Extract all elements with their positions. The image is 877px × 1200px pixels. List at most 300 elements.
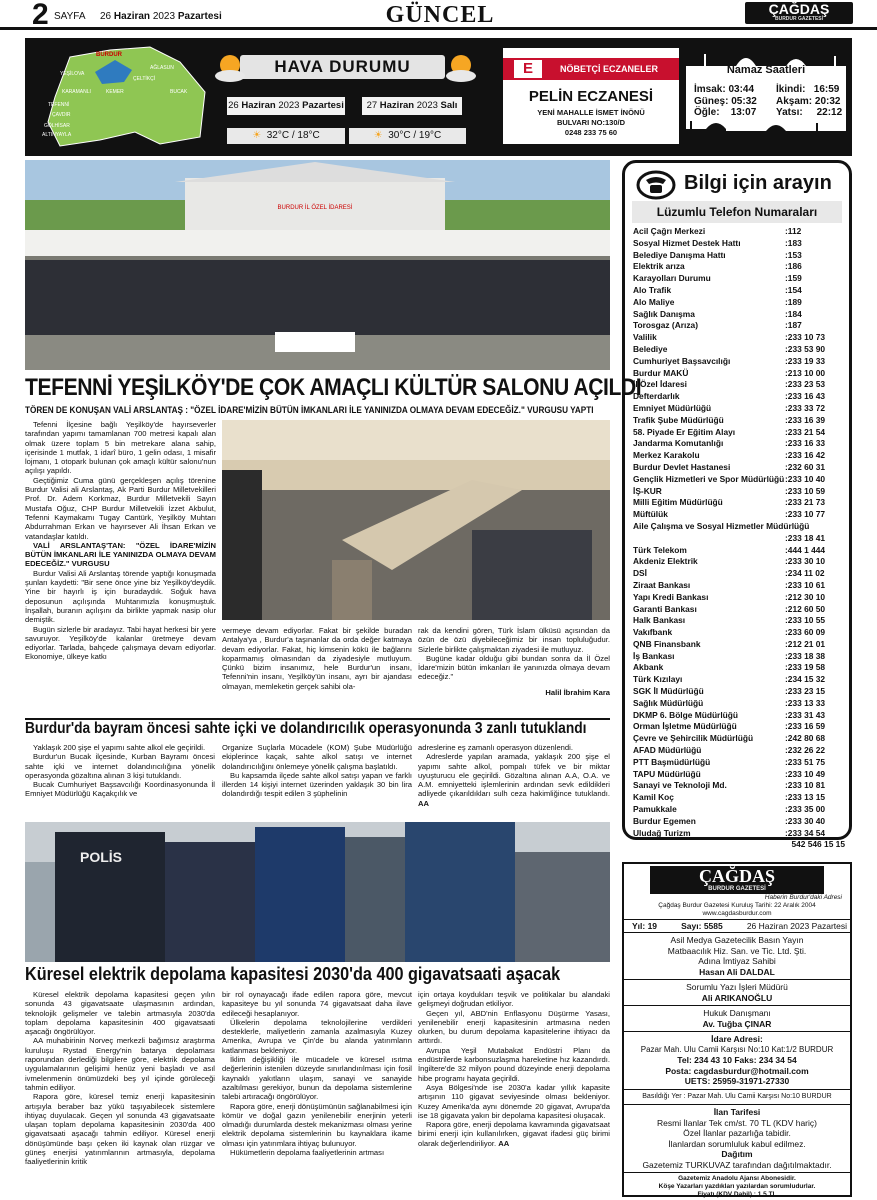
paragraph: Hükümetlerin depolama faaliyetlerinin artması (230, 1148, 385, 1158)
paragraph: Küresel elektrik depolama kapasitesi geçen yılın sonunda 43 gigavatsaate ulaşmasının ardından, teknolojik gelişmeler ve talebin artmasıyla 2030'da toplam depolama kapasitesinin 400 gigavatsaati aşacağı öngörülüyor. (25, 990, 215, 1037)
phone-label: AFAD Müdürlüğü (633, 745, 702, 756)
police-text: POLİS (80, 849, 123, 865)
phone-row (633, 509, 845, 521)
phone-number: :112 (785, 226, 802, 236)
phone-number: :233 19 33 (785, 355, 826, 366)
phone-row (633, 450, 845, 462)
prayer-label: Güneş: (694, 96, 729, 107)
phone-row (633, 332, 845, 344)
phone-label: 58. Piyade Er Eğitim Alayı (633, 426, 736, 437)
phone-number: :233 53 90 (785, 343, 826, 354)
phone-row (633, 403, 845, 415)
dist-label: Dağıtım (721, 1149, 753, 1159)
day1-month: Haziran (241, 100, 276, 111)
phone-label: Orman İşletme Müdürlüğü (633, 721, 737, 732)
phone-number: :154 (785, 284, 802, 295)
prayer-row (776, 96, 841, 107)
phone-label: Defterdarlık (633, 391, 680, 402)
prayer-label: Yatsı: (776, 107, 803, 118)
prayer-time: 05:32 (731, 96, 757, 107)
phone-row (633, 250, 845, 262)
map-label-8: ÇAVDIR (52, 112, 71, 118)
paragraph: adreslerine eş zamanlı operasyon düzenlendi. (418, 743, 573, 752)
phone-label: Yapı Kredi Bankası (633, 591, 709, 602)
phone-label: Alo Maliye (633, 296, 675, 307)
phone-label: Merkez Karakolu (633, 450, 700, 461)
phone-number: :233 35 00 (785, 804, 826, 815)
prayer-label: Öğle: (694, 107, 720, 118)
paragraph: vermeye devam ediyorlar. Fakat bir şekilde buradan Antalya'ya , Burdur'a taşınanlar da orda değer katmaya devam ediyorlar. Fakat, hiç kimsenin kökü ile bağlarını koparmamış olmasından da ziyadesiyle mutluyum. Çünkü bizim insanımız, hele Burdur'un insanı, Tefenni'nin insanı, Yeşilköy'ün insanı, ayrı bir ajandası olmayan, memleketin gerçek sahibi ola- (222, 626, 412, 691)
owner-line: Asil Medya Gazetecilik Basın Yayın (670, 935, 804, 945)
phone-row (633, 368, 845, 380)
phone-label: Cumhuriyet Başsavcılığı (633, 355, 731, 366)
phone-number: :233 34 54 (785, 827, 826, 838)
banner-text: BURDUR İL ÖZEL İDARESİ (277, 205, 353, 211)
phone-row (633, 769, 845, 781)
story3-col1 (25, 990, 215, 1167)
web-text: www.cagdasburdur.com (702, 910, 772, 917)
phone-number: :233 10 49 (785, 768, 826, 779)
phone-row (633, 698, 845, 710)
phone-row (633, 273, 845, 285)
phone-label: Sağlık Danışma (633, 308, 695, 319)
phone-row (633, 710, 845, 722)
phone-row (633, 639, 845, 651)
phone-number: :233 30 10 (785, 556, 826, 567)
prayer-time: 22:12 (816, 107, 843, 118)
phone-label: DSİ (633, 568, 647, 579)
imprint-logo (650, 866, 824, 894)
sun-icon: ☀ (252, 130, 262, 141)
phone-number: :233 16 39 (785, 414, 826, 425)
story2-col2 (222, 743, 412, 799)
ad-line: Resmi İlanlar Tek cm/st. 70 TL (KDV hariç) (657, 1117, 817, 1128)
phone-number: :233 10 61 (785, 579, 826, 590)
phone-number: :233 13 33 (785, 697, 826, 708)
page-word: SAYFA (54, 11, 86, 22)
phone-label: Çevre ve Şehircilik Müdürlüğü (633, 733, 754, 744)
phone-number: :233 18 38 (785, 650, 826, 661)
phone-number: :186 (785, 261, 802, 272)
phone-label: Karayolları Durumu (633, 273, 711, 284)
phone-number: :233 16 42 (785, 450, 826, 461)
pharmacy-address (503, 108, 679, 138)
phone-label: Sağlık Müdürlüğü (633, 697, 704, 708)
paragraph: Bugün sizlerle bir aradayız. Tabi hayat herkesi bir yere savuruyor. Yeşilköy'de kalanlar üretmeye devam ediyorlar. Tarlada, bahçede çalışmaya devam ediyorlar. Ekonomiye, ülkeye katkı (25, 624, 216, 662)
paragraph (418, 1120, 610, 1148)
phone-label: İş Bankası (633, 650, 675, 661)
phone-row (633, 379, 845, 391)
phone-subtitle: Lüzumlu Telefon Numaraları (632, 201, 842, 223)
phone-number: :233 51 75 (785, 756, 826, 767)
phone-number: :189 (785, 296, 802, 307)
phone-row (633, 615, 845, 627)
day1-temp: 32°C / 18°C (266, 130, 320, 141)
map-label-10: ALTINYAYLA (42, 132, 72, 138)
phone-label: Kamil Koç (633, 792, 674, 803)
paragraph: Organize Suçlarla Mücadele (KOM) Şube Müdürlüğü ekiplerince kaçak, sahte alkol satışı ve internet dolandırıcılığını önlemeye yönelik çalışma başlatıldı. (222, 743, 412, 771)
paragraph: Ülkelerin depolama teknolojilerine verdikleri desteklerle, maliyetlerin zamanla azalmasıyla Kuzey Amerika, Avrupa ve Çin'de bu alanda yatırımların katlanması bekleniyor. (222, 1017, 412, 1055)
phone-label: Garanti Bankası (633, 603, 697, 614)
phone-label: Alo Trafik (633, 284, 672, 295)
date-day: 26 (100, 11, 112, 22)
phone-number: :233 10 59 (785, 485, 826, 496)
prayer-label: İmsak: (694, 84, 726, 95)
phone-label: İŞ-KUR (633, 485, 662, 496)
story1-col3 (418, 626, 610, 697)
phone-number: :233 21 73 (785, 497, 826, 508)
phone-label: DKMP 6. Bölge Müdürlüğü (633, 709, 738, 720)
phone-number: :233 60 09 (785, 627, 826, 638)
day1-year: 2023 (278, 100, 300, 111)
imprint-logo-sub: BURDUR GAZETESİ (708, 886, 766, 892)
paragraph: Bucak Cumhuriyet Başsavcılığı Koordinasyonunda İl Emniyet Müdürlüğü Kaçakçılık ve (25, 780, 215, 799)
date-weekday: Pazartesi (177, 11, 222, 22)
date-year: 2023 (152, 11, 176, 22)
phone-number: :233 10 40 (785, 473, 826, 484)
phone-label: Akbank (633, 662, 664, 673)
owner-line: Adına İmtiyaz Sahibi (698, 956, 776, 966)
phone-label: QNB Finansbank (633, 638, 701, 649)
day2-name: Salı (440, 100, 458, 111)
phone-number: :233 10 77 (785, 509, 826, 520)
phone-number: :233 31 43 (785, 709, 826, 720)
phone-number: :233 19 58 (785, 662, 826, 673)
date-month: Haziran (113, 11, 151, 22)
editor-name: Ali ARIKANOĞLU (701, 992, 773, 1003)
phone-row (633, 427, 845, 439)
paragraph: Geçtiğimiz Cuma günü gerçekleşen açılış törenine Burdur Valisi ali Arslantaş, Ak Parti Burdur Milletvekilleri Prof. Dr. Adem Korkmaz, Burdur Milletvekili Sayın Mustafa Oğuz, CHP Burdur Milletvekili İzzet Akbulut, Tefenni Kaymakamı Tugay Cantürk, Yeşilköy Muhtarı Abdurrahman Erkan ve hayırsever Ali İhsan Erkan ve vatandaşlar katıldı. (25, 475, 216, 541)
phone-label: SGK İl Müdürlüğü (633, 686, 704, 697)
legal-name: Av. Tuğba ÇINAR (702, 1018, 772, 1029)
phone-label: Aile Çalışma ve Sosyal Hizmetler Müdürlüğü (633, 520, 810, 531)
hall-dinner-photo (222, 420, 610, 620)
ad-label: İlan Tarifesi (713, 1107, 761, 1117)
logo-text: ÇAĞDAŞ (768, 1, 830, 17)
phone-label: Ziraat Bankası (633, 579, 691, 590)
imprint-year: Yıl: 19 (632, 921, 658, 931)
phone-title: Bilgi için arayın (684, 172, 832, 194)
paragraph: rak da kendini gören, Türk İslam ülküsü açısından da özün de özü diyebileceğimiz bir insan topluluğudur. Sizlerle birlikte çalışmaktan ziyadesi ile mutluyuz. (418, 626, 610, 654)
weather-day1-date (227, 97, 345, 115)
paragraph-text: Rapora göre, enerji depolama kavramında gigavatsaat birimi enerji için kullanılırken, gigavat ifadesi güç birimi olarak değerlendiriliyor. (418, 1120, 610, 1148)
pharmacy-e-icon: E (514, 60, 542, 78)
phone-row (633, 486, 845, 498)
paragraph: Asya Bölgesi'nde ise 2030'a kadar yıllık kapasite artışının 110 gigavat seviyesinde olması bekleniyor. Kuzey Amerika'da aynı dönemde 20 gigavat, Avrupa'da ise 18 gigavata yakın bir depolama kapasitesi oluşacak. (418, 1082, 610, 1120)
phone-number (809, 521, 845, 533)
phone-row (633, 627, 845, 639)
phone-icon (636, 170, 676, 200)
phone-label: Elektrik arıza (633, 261, 685, 272)
phone-label: Müftülük (633, 509, 668, 520)
phone-row (633, 391, 845, 403)
phone-label: Türk Telekom (633, 544, 687, 555)
phone-label: Burdur MAKÜ (633, 367, 689, 378)
pharmacy-phone: 0248 233 75 60 (564, 128, 618, 137)
day1-date: 26 (228, 100, 239, 111)
map-label-7: TEFENNİ (48, 102, 70, 108)
phone-row (633, 533, 845, 545)
paragraph: Burdur'un Bucak ilçesinde, Kurban Bayramı öncesi sahte içki ve internet dolandırıcılığına yönelik operasyonda gözaltına alınan 3 kişi tutuklandı. (25, 752, 215, 780)
phone-row (633, 226, 845, 238)
phone-row (633, 592, 845, 604)
phone-label: Vakıfbank (633, 627, 673, 638)
story3-col3 (418, 990, 610, 1148)
phone-row (633, 462, 845, 474)
phone-number: :232 60 31 (785, 461, 826, 472)
map-label-3: ÇELTİKÇİ (133, 76, 156, 82)
phone-number: :233 21 54 (785, 426, 826, 437)
owner-name: Hasan Ali DALDAL (699, 966, 775, 977)
phone-number: :212 30 10 (785, 591, 826, 602)
prayer-time: 20:32 (814, 96, 841, 107)
prayer-row (694, 96, 757, 107)
weather-day1-temp (227, 128, 345, 144)
phone-row (633, 285, 845, 297)
burdur-map (40, 42, 213, 150)
phone-label: Burdur Devlet Hastanesi (633, 461, 731, 472)
phone-row (633, 721, 845, 733)
phone-row (633, 580, 845, 592)
phone-row (633, 792, 845, 804)
phone-row (633, 556, 845, 568)
story3-headline: Küresel elektrik depolama kapasitesi 2030'da 400 gigavatsaati aşacak (25, 964, 561, 984)
story1-inline-subhead: VALİ ARSLANTAŞ'TAN: "ÖZEL İDARE'MİZİN BÜTÜN İMKANLARI İLE YANINIZDA OLMAYA DEVAM EDECEĞİZ." VURGUSU (25, 540, 216, 569)
section-title: GÜNCEL (385, 2, 495, 28)
prayer-time: 16:59 (813, 84, 840, 95)
phone-label: Torosgaz (Arıza) (633, 320, 698, 331)
map-label-1: AĞLASUN (150, 65, 174, 71)
phone-row (633, 521, 845, 533)
story1-byline: Halil İbrahim Kara (545, 687, 610, 697)
phone-number: :234 15 32 (785, 674, 826, 685)
day2-date: 27 (366, 100, 378, 111)
phone-number: :153 (785, 249, 802, 260)
story1-col2 (222, 626, 412, 691)
phone-number: :233 13 15 (785, 792, 826, 803)
story2-col3 (418, 743, 610, 808)
pharmacy-addr2: BULVARI NO:130/D (556, 118, 626, 127)
phone-row (633, 261, 845, 273)
mail-text: Posta: cagdasburdur@hotmail.com (665, 1065, 809, 1076)
phone-label: İl Özel İdaresi (633, 379, 687, 390)
day2-temp: 30°C / 19°C (388, 130, 442, 141)
prayer-title: Namaz Saatleri (726, 64, 806, 76)
phone-row (633, 297, 845, 309)
ceremony-photo (25, 160, 610, 370)
paragraph: için ortaya koydukları teşvik ve politikalar bu alandaki gelişmeyi doğrudan etkiliyor. (418, 990, 610, 1009)
paragraph: İklim değişikliği ile mücadele ve küresel ısıtma değerlerinin istenilen düzeyde sınırlandırılması için fosil kaynaklı yakıtların ulaşım, sanayi ve sanayide azaltılması gerekiyor, bunun da depolama sistemlerine talebi artıracağı öngörülüyor. (222, 1055, 412, 1102)
paragraph: Bu kapsamda ilçede sahte alkol satışı yapan ve farklı illerden 14 kişiyi internet üzerinden yaklaşık 30 bin lira dolandırdığı tespit edilen 3 şüphelinin (222, 770, 412, 799)
imprint-details (622, 935, 852, 1199)
phone-number: :232 26 22 (785, 745, 826, 756)
dist-text: Gazetemiz TURKUVAZ tarafından dağıtılmaktadır. (642, 1159, 832, 1170)
editor-label: Sorumlu Yazı İşleri Müdürü (686, 982, 788, 992)
phone-row (633, 568, 845, 580)
tel-text: Tel: 234 43 10 Faks: 234 34 54 (677, 1055, 797, 1065)
story2-headline: Burdur'da bayram öncesi sahte içki ve dolandırıcılık operasyonunda 3 zanlı tutuklandı (25, 720, 587, 737)
imprint-logo-text: ÇAĞDAŞ (698, 866, 775, 886)
prayer-time: 13:07 (730, 107, 757, 118)
imprint-issue-row (632, 921, 847, 931)
phone-row (633, 356, 845, 368)
phone-number: :233 16 33 (785, 438, 826, 449)
phone-label: Halk Bankası (633, 615, 686, 626)
phone-row (633, 344, 845, 356)
owner-line: Matbaacılık Hiz. San. ve Tic. Ltd. Şti. (667, 945, 807, 956)
phone-number: 542 546 15 15 (791, 839, 845, 850)
phone-list (633, 226, 845, 851)
paragraph: Rapora göre, enerji dönüşümünün sağlanabilmesi için kömür ve doğal gazın yenilenebilir enerjinin yeterli olmadığı durumlarda destek mekanizması olması yerine elektrik depolama sistemlerinin bu kaynaklara ikame olması için yatırımlara ihtiyaç bulunuyor. (222, 1101, 412, 1148)
imprint-founded (622, 902, 852, 918)
prayer-time: 03:44 (728, 84, 755, 95)
columns-text: Köşe Yazarları yazdıkları yazılardan sorumludurlar. (658, 1183, 816, 1190)
paragraph: Bugüne kadar olduğu gibi bundan sonra da İl Özel İdare'mizin bütün imkanları ile yanınızda olmaya devam edeceğiz." (418, 653, 610, 682)
phone-number: :233 33 72 (785, 402, 826, 413)
map-label-2: YEŞİLOVA (60, 71, 85, 77)
phone-row (633, 320, 845, 332)
ad-line: İlanlardan sorumluluk kabul edilmez. (668, 1138, 806, 1149)
phone-number: :159 (785, 273, 802, 284)
day1-name: Pazartesi (302, 100, 344, 111)
founded-text: Çağdaş Burdur Gazetesi Kuruluş Tarihi: 22 Aralık 2004 (658, 902, 816, 909)
imprint-slogan: Haberin Burdur'daki Adresi (764, 894, 842, 901)
phone-label: Milli Eğitim Müdürlüğü (633, 497, 723, 508)
phone-label: PTT Başmüdürlüğü (633, 756, 711, 767)
map-label-4: KARAMANLI (62, 89, 91, 95)
logo-sub: BURDUR GAZETESİ (774, 16, 824, 22)
sun-icon: ☀ (373, 130, 383, 141)
phone-number: :233 10 81 (785, 780, 826, 791)
paragraph (418, 752, 610, 808)
story1-col1 (25, 420, 216, 662)
phone-row (633, 745, 845, 757)
map-label-6: BUCAK (170, 89, 188, 95)
day2-month: Haziran (379, 100, 415, 111)
day2-year: 2023 (416, 100, 438, 111)
phone-row (633, 497, 845, 509)
prayer-row (776, 84, 839, 95)
phone-number: :233 30 40 (785, 815, 826, 826)
uets-text: UETS: 25959-31971-27330 (684, 1076, 790, 1086)
phone-label: TAPU Müdürlüğü (633, 768, 701, 779)
phone-row (633, 839, 845, 851)
pharmacy-name: PELİN ECZANESİ (528, 88, 654, 105)
paragraph: Avrupa Yeşil Mutabakat Endüstri Planı da endüstrilerde karbonsuzlaşma hareketine hız kazandırdı. İngiltere'de 32 milyon pound düzeyinde enerji depolama hibe programı hayata geçirildi. (418, 1045, 610, 1083)
phone-row (633, 757, 845, 769)
phone-row (633, 415, 845, 427)
phone-number: :212 60 50 (785, 603, 826, 614)
story1-headline: TEFENNİ YEŞİLKÖY'DE ÇOK AMAÇLI KÜLTÜR SALONU AÇILDI (25, 374, 642, 401)
paragraph: Rapora göre, küresel temiz enerji kapasitesinin artışıyla beraber baz yükü taşıyabilecek sistemlere ihtiyaç duyulacak. Geçen yıl sonunda 43 gigavatsaate ulaşan toplam depolama kapasitesinin 2030'da 400 gigavatsaati aşacağı tahmin ediliyor. Küresel enerji dönüşümünde başı çeken iki kaynak olan rüzgar ve güneş enerjisi yatırımlarının artmasıyla, depolama faaliyetlerinin kritik (25, 1092, 215, 1167)
prayer-row (694, 84, 754, 95)
phone-row (633, 780, 845, 792)
map-label-5: KEMER (106, 89, 124, 95)
map-label-0: BURDUR (96, 52, 122, 58)
weather-day2-temp (349, 128, 466, 144)
printed-text: Basıldığı Yer : Pazar Mah. Ulu Camii Karşısı No:10 BURDUR (642, 1092, 832, 1100)
phone-row (633, 816, 845, 828)
pharmacy-addr1: YENİ MAHALLE İSMET İNÖNÜ (537, 108, 645, 117)
phone-number: :183 (785, 237, 802, 248)
phone-number: :213 10 00 (785, 367, 826, 378)
issue-date (100, 11, 222, 22)
phone-row (633, 674, 845, 686)
phone-row (633, 651, 845, 663)
story3-col2 (222, 990, 412, 1157)
phone-number: :212 21 01 (785, 638, 826, 649)
phone-label: Burdur Egemen (633, 815, 696, 826)
phone-label: Türk Kızılayı (633, 674, 683, 685)
imprint-issue: Sayı: 5585 (681, 921, 723, 931)
divider (622, 919, 852, 920)
phone-label: Pamukkale (633, 804, 677, 815)
phone-row (633, 604, 845, 616)
phone-row (633, 309, 845, 321)
member-text: Gazetemiz Anadolu Ajansı Abonesidir. (678, 1175, 796, 1182)
phone-number: :233 23 15 (785, 686, 826, 697)
phone-number: :233 16 59 (785, 721, 826, 732)
prayer-label: İkindi: (776, 84, 806, 95)
police-operation-photo (25, 822, 610, 962)
phone-label: Trafik Şube Müdürlüğü (633, 414, 724, 425)
phone-label: Akdeniz Elektrik (633, 556, 698, 567)
story1-subhead: TÖREN DE KONUŞAN VALİ ARSLANTAŞ : "ÖZEL İDARE'MİZİN BÜTÜN İMKANLARI İLE YANINIZDA OLMAYA DEVAM EDECEĞİZ." VURGUSU YAPTI (25, 405, 594, 415)
legal-label: Hukuk Danışmanı (703, 1008, 771, 1018)
phone-number: :184 (785, 308, 802, 319)
sun-cloud-icon (443, 50, 479, 86)
prayer-label: Akşam: (776, 96, 813, 107)
phone-row (633, 804, 845, 816)
phone-row (633, 438, 845, 450)
paragraph: Yaklaşık 200 şişe el yapımı sahte alkol ele geçirildi. (33, 743, 206, 752)
paragraph: Burdur Valisi Ali Arslantaş törende yaptığı konuşmada şunları kaydetti: "Bir sene önce yine biz Yeşilköy'deydik. Yine bir hayırlı iş için buradaydık. Soğuk hava deposunun açılışında Muhtarımızla konuşmuştuk. İnşallah, buranın açılışını da birlikte yapmak nasip olur demiştik. (25, 568, 216, 625)
paragraph: AA muhabirinin Norveç merkezli bağımsız araştırma kuruluşu Rystad Energy'nin batarya depolaması raporundan derlediği bilgilere göre, elektrik depolama uygulamalarının gelişimi henüz yeni başladı ve asıl ivmelenmenin önümüzdeki beş yıl içinde görüleceği tahmin ediliyor. (25, 1036, 215, 1092)
masthead-logo (745, 2, 853, 24)
phone-row (633, 545, 845, 557)
phone-number: :233 10 55 (785, 615, 826, 626)
price-text: Fiyatı (KDV Dahil) : 1,5 TL (697, 1191, 777, 1198)
phone-label: Uludağ Turizm (633, 827, 691, 838)
divider (622, 932, 852, 933)
page-number: 2 (32, 0, 49, 31)
phone-label: Acil Çağrı Merkezi (633, 226, 706, 236)
ad-line: Özel İlanlar pazarlığa tabidir. (683, 1128, 791, 1138)
phone-number: :233 10 73 (785, 332, 826, 343)
imprint-date: 26 Haziran 2023 Pazartesi (746, 921, 847, 931)
paragraph: Geçen yıl, ABD'nin Enflasyonu Düşürme Yasası, yenilenebilir enerji kapasitesinin artmasına neden olurken, bu durum depolama kapasitelerine ihtiyacı da arttırdı. (418, 1008, 610, 1046)
phone-number: :233 16 43 (785, 391, 826, 402)
story3-sign: AA (498, 1138, 510, 1148)
weather-title: HAVA DURUMU (240, 55, 445, 79)
phone-label: Belediye Danışma Hattı (633, 249, 726, 260)
weather-day2-date (362, 97, 462, 115)
mosque-skyline-bottom (686, 117, 846, 148)
phone-label: Emniyet Müdürlüğü (633, 402, 712, 413)
phone-row (633, 828, 845, 840)
address-label: İdare Adresi: (711, 1034, 763, 1044)
phone-label: Valilik (633, 332, 657, 343)
phone-row (633, 238, 845, 250)
phone-number: :444 1 444 (785, 544, 826, 555)
phone-number: :234 11 02 (785, 568, 825, 579)
phone-label: Sosyal Hizmet Destek Hattı (633, 237, 741, 248)
phone-label: Gençlik Hizmetleri ve Spor Müdürlüğü (633, 473, 785, 484)
phone-number: :242 80 68 (785, 733, 826, 744)
paragraph-text: Adreslerde yapılan aramada, yaklaşık 200 şişe el yapımı sahte alkol, pompalı tüfek ve bir miktar uyuşturucu ele geçirildi. Gözaltına alınan A.A, O.A. ve A.M. emniyetteki işlemlerinin ardından sevk edildikleri adliyede çıkarıldıkları sulh ceza hakimliğince tutuklandı. (418, 752, 610, 799)
phone-row (633, 733, 845, 745)
sun-cloud-icon (212, 50, 248, 86)
